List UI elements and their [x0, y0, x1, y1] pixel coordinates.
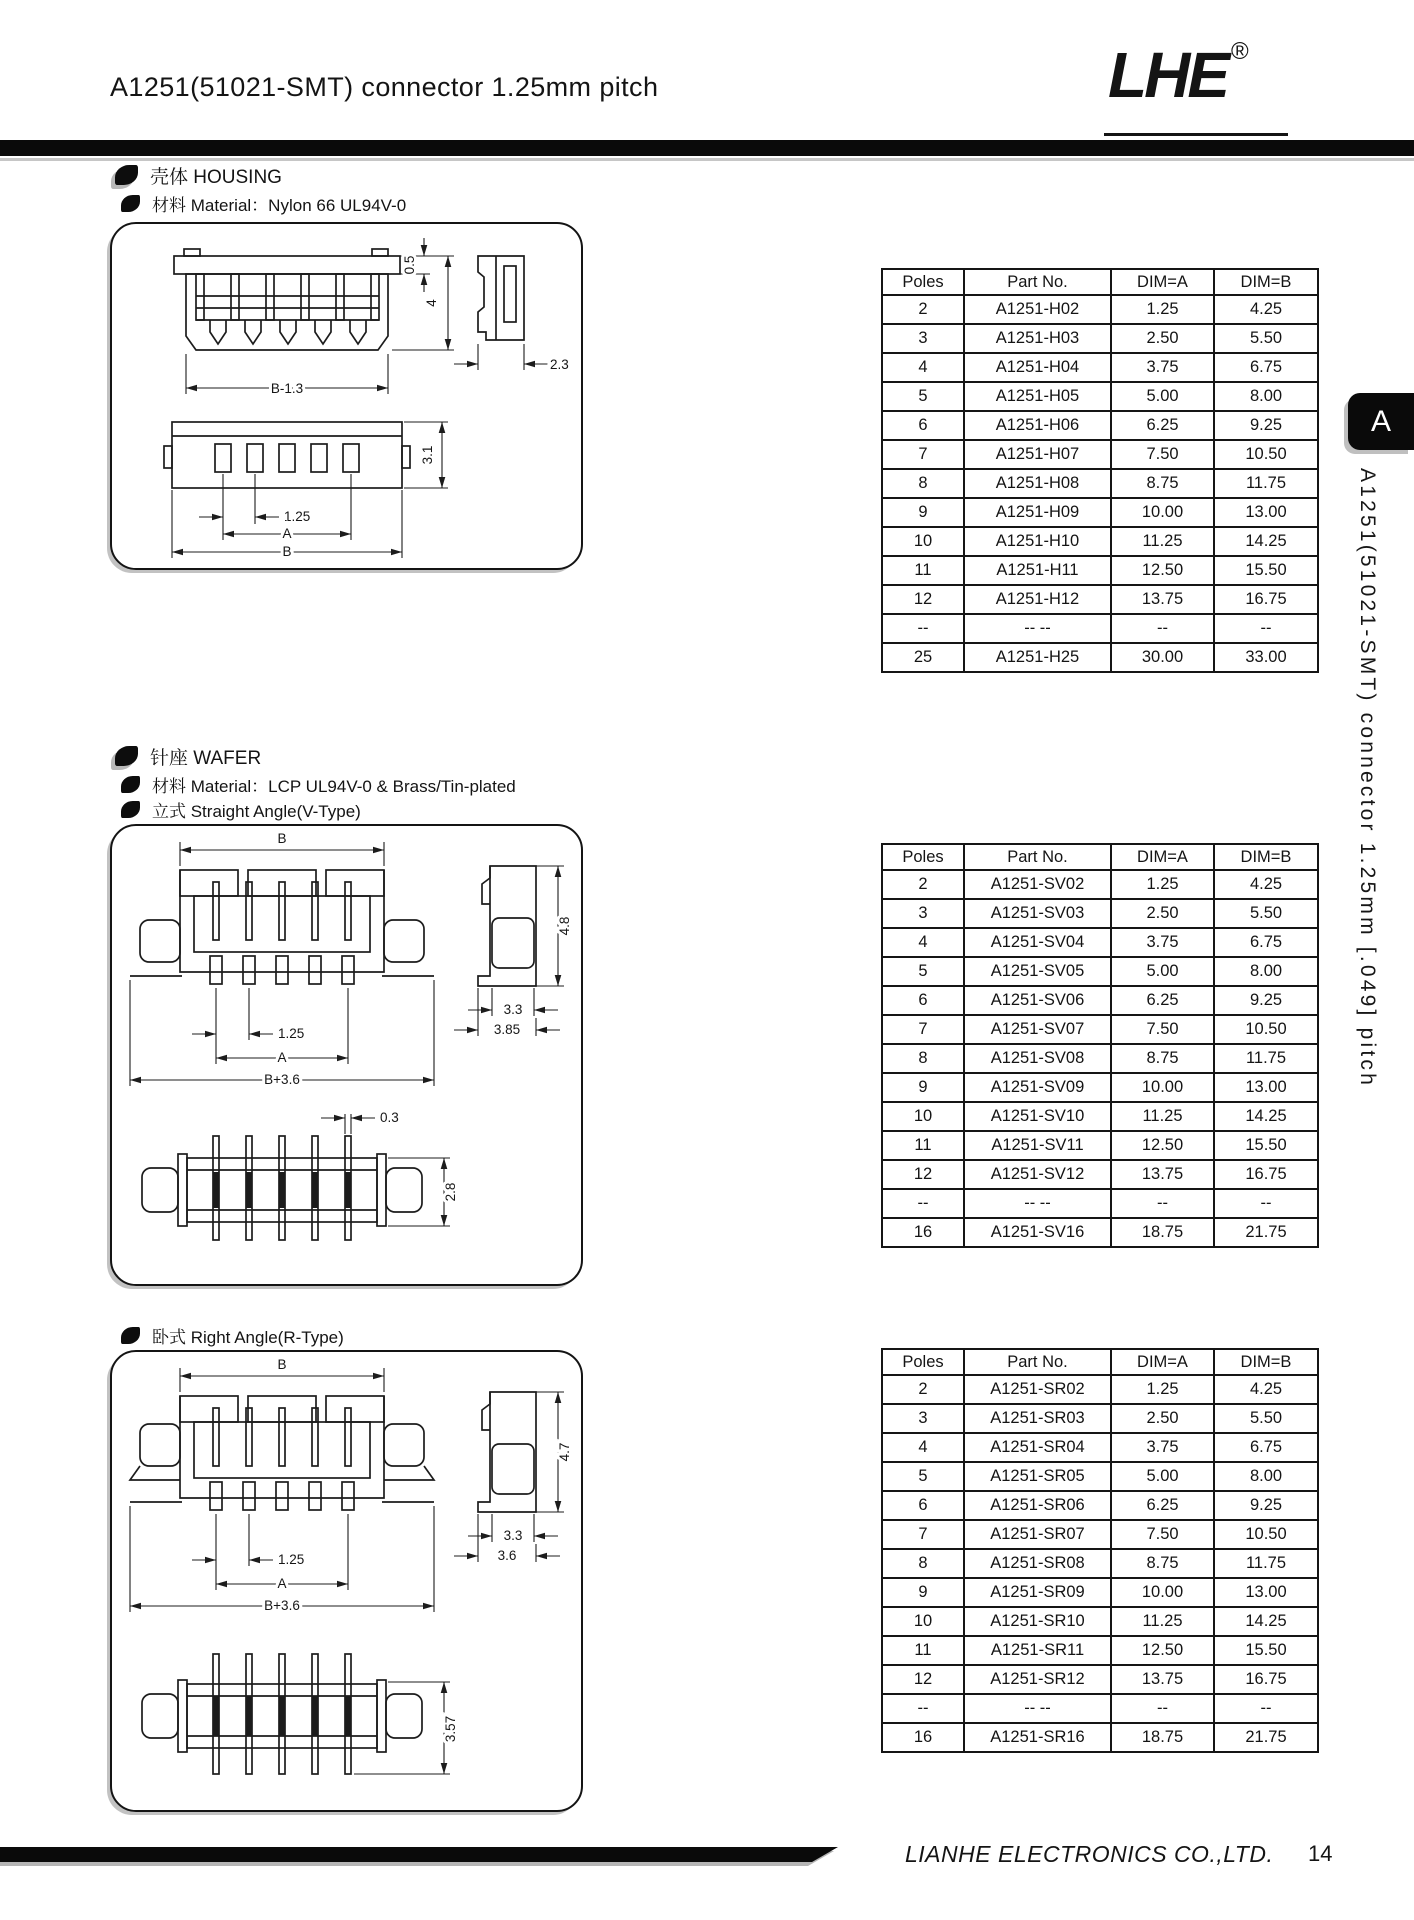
table-cell: A1251-SR12 — [964, 1665, 1111, 1694]
table-cell: A1251-SR09 — [964, 1578, 1111, 1607]
housing-heading: 壳体 HOUSING — [150, 167, 282, 188]
table-cell: 5.50 — [1214, 899, 1318, 928]
table-cell: 10.00 — [1111, 498, 1214, 527]
table-cell: 3.75 — [1111, 928, 1214, 957]
table-cell: 16.75 — [1214, 1665, 1318, 1694]
table-cell: 11 — [882, 1131, 964, 1160]
table-cell: A1251-SR03 — [964, 1404, 1111, 1433]
dim-label: 3.1 — [420, 445, 435, 465]
table-cell: 11.75 — [1214, 469, 1318, 498]
table-cell: 2 — [882, 295, 964, 324]
table-cell: 5.50 — [1214, 1404, 1318, 1433]
table-cell: 16.75 — [1214, 1160, 1318, 1189]
vtype-spec-table — [881, 843, 1319, 1248]
table-cell: 11.75 — [1214, 1549, 1318, 1578]
table-row — [882, 1520, 1318, 1549]
table-cell: A1251-SV10 — [964, 1102, 1111, 1131]
table-cell: 4.25 — [1214, 295, 1318, 324]
dim-label: 3.6 — [497, 1548, 517, 1563]
table-cell: 8 — [882, 1044, 964, 1073]
table-cell: 5.00 — [1111, 1462, 1214, 1491]
dim-label: B — [282, 544, 292, 559]
column-header: Part No. — [964, 1349, 1111, 1375]
table-row — [882, 1665, 1318, 1694]
table-header-row — [882, 1349, 1318, 1375]
table-cell: 8.00 — [1214, 1462, 1318, 1491]
table-cell: 9.25 — [1214, 986, 1318, 1015]
table-cell: -- — [1111, 614, 1214, 643]
table-row — [882, 382, 1318, 411]
table-cell: 10.50 — [1214, 1015, 1318, 1044]
table-cell: 16 — [882, 1723, 964, 1752]
wafer-material: 材料 Material：LCP UL94V-0 & Brass/Tin-plated — [152, 777, 516, 796]
table-cell: -- -- — [964, 614, 1111, 643]
vtype-drawing-box — [110, 824, 583, 1286]
column-header: DIM=A — [1111, 269, 1214, 295]
table-row — [882, 1073, 1318, 1102]
table-cell: 6.75 — [1214, 353, 1318, 382]
table-row — [882, 928, 1318, 957]
table-cell: 8.75 — [1111, 1549, 1214, 1578]
table-row — [882, 324, 1318, 353]
table-cell: 8.75 — [1111, 469, 1214, 498]
table-row — [882, 1549, 1318, 1578]
vtype-front-view — [130, 870, 434, 984]
table-cell: 7.50 — [1111, 1520, 1214, 1549]
table-cell: 12 — [882, 1665, 964, 1694]
table-cell: -- — [1214, 1189, 1318, 1218]
table-row — [882, 527, 1318, 556]
dim-label: 4.8 — [557, 916, 572, 936]
table-row — [882, 1375, 1318, 1404]
table-cell: -- — [1111, 1694, 1214, 1723]
table-cell: A1251-SR10 — [964, 1607, 1111, 1636]
table-cell: 11.75 — [1214, 1044, 1318, 1073]
table-cell: 8 — [882, 469, 964, 498]
table-cell: 10.50 — [1214, 440, 1318, 469]
table-cell: 2.50 — [1111, 324, 1214, 353]
logo-text: LHE — [1108, 39, 1227, 111]
housing-front-view — [174, 249, 400, 350]
table-row — [882, 1578, 1318, 1607]
table-cell: A1251-SR05 — [964, 1462, 1111, 1491]
dim-label: A — [282, 526, 292, 541]
table-cell: A1251-SV03 — [964, 899, 1111, 928]
table-cell: 6.25 — [1111, 411, 1214, 440]
table-cell: A1251-SV07 — [964, 1015, 1111, 1044]
table-cell: -- -- — [964, 1694, 1111, 1723]
housing-drawing-box — [110, 222, 583, 570]
rtype-technical-drawing — [112, 1352, 581, 1810]
table-cell: 11.25 — [1111, 1607, 1214, 1636]
table-cell: A1251-H07 — [964, 440, 1111, 469]
table-cell: 6.75 — [1214, 928, 1318, 957]
housing-side-view — [478, 256, 524, 340]
table-row — [882, 1015, 1318, 1044]
housing-technical-drawing — [112, 224, 581, 568]
table-cell: -- — [1111, 1189, 1214, 1218]
table-cell: A1251-H08 — [964, 469, 1111, 498]
table-row — [882, 353, 1318, 382]
table-cell: 7 — [882, 440, 964, 469]
housing-spec-table — [881, 268, 1319, 673]
table-cell: 11 — [882, 556, 964, 585]
table-cell: 25 — [882, 643, 964, 672]
table-cell: 2 — [882, 1375, 964, 1404]
table-cell: 21.75 — [1214, 1723, 1318, 1752]
table-cell: 1.25 — [1111, 295, 1214, 324]
table-cell: A1251-SR11 — [964, 1636, 1111, 1665]
table-cell: 3.75 — [1111, 1433, 1214, 1462]
table-cell: 2.50 — [1111, 899, 1214, 928]
table-row — [882, 957, 1318, 986]
table-cell: 12 — [882, 1160, 964, 1189]
table-cell: 1.25 — [1111, 870, 1214, 899]
table-row — [882, 585, 1318, 614]
table-cell: 12.50 — [1111, 1636, 1214, 1665]
table-row — [882, 556, 1318, 585]
table-cell: 13.75 — [1111, 585, 1214, 614]
table-cell: A1251-SR02 — [964, 1375, 1111, 1404]
table-row — [882, 1131, 1318, 1160]
table-row — [882, 1102, 1318, 1131]
table-cell: 7.50 — [1111, 1015, 1214, 1044]
leaf-bullet-icon — [115, 165, 138, 185]
dim-label: 4.7 — [557, 1442, 572, 1462]
dim-label: A — [277, 1576, 287, 1591]
dim-label: 3.3 — [503, 1002, 523, 1017]
table-row — [882, 1218, 1318, 1247]
table-cell: 2 — [882, 870, 964, 899]
footer-bar — [0, 1847, 838, 1862]
table-cell: 12.50 — [1111, 1131, 1214, 1160]
table-row — [882, 1160, 1318, 1189]
registered-mark-icon: ® — [1231, 38, 1249, 65]
table-cell: A1251-SR07 — [964, 1520, 1111, 1549]
table-cell: 9.25 — [1214, 1491, 1318, 1520]
dim-label: 3.3 — [503, 1528, 523, 1543]
dim-label: 2.8 — [443, 1182, 458, 1202]
table-cell: 10.00 — [1111, 1073, 1214, 1102]
rtype-label: 卧式 Right Angle(R-Type) — [152, 1328, 344, 1347]
table-cell: 7 — [882, 1520, 964, 1549]
table-cell: A1251-H04 — [964, 353, 1111, 382]
table-cell: 10 — [882, 527, 964, 556]
table-row — [882, 1491, 1318, 1520]
dim-label: 0.5 — [402, 255, 417, 275]
table-cell: A1251-H09 — [964, 498, 1111, 527]
dim-label: A — [277, 1050, 287, 1065]
table-cell: A1251-H03 — [964, 324, 1111, 353]
table-cell: 33.00 — [1214, 643, 1318, 672]
table-cell: 8.00 — [1214, 382, 1318, 411]
table-cell: -- -- — [964, 1189, 1111, 1218]
table-cell: 6.75 — [1214, 1433, 1318, 1462]
table-cell: 1.25 — [1111, 1375, 1214, 1404]
dim-label: 1.25 — [278, 1552, 305, 1567]
rtype-side-view — [478, 1392, 536, 1512]
column-header: DIM=B — [1214, 1349, 1318, 1375]
column-header: Poles — [882, 844, 964, 870]
column-header: DIM=A — [1111, 844, 1214, 870]
housing-dimension-lines — [172, 238, 548, 558]
table-cell: 3.75 — [1111, 353, 1214, 382]
table-cell: A1251-H06 — [964, 411, 1111, 440]
table-cell: 5 — [882, 957, 964, 986]
leaf-bullet-icon — [121, 1327, 140, 1344]
table-cell: 3 — [882, 1404, 964, 1433]
table-cell: A1251-H12 — [964, 585, 1111, 614]
table-cell: 5.00 — [1111, 957, 1214, 986]
table-cell: 13.00 — [1214, 1578, 1318, 1607]
table-cell: 8.00 — [1214, 957, 1318, 986]
table-cell: 12.50 — [1111, 556, 1214, 585]
table-header-row — [882, 269, 1318, 295]
table-cell: 16 — [882, 1218, 964, 1247]
table-row — [882, 1433, 1318, 1462]
housing-material: 材料 Material：Nylon 66 UL94V-0 — [152, 196, 407, 215]
table-row — [882, 1636, 1318, 1665]
table-cell: A1251-H11 — [964, 556, 1111, 585]
table-cell: A1251-SR16 — [964, 1723, 1111, 1752]
table-cell: -- — [882, 1189, 964, 1218]
table-cell: 11 — [882, 1636, 964, 1665]
side-vertical-label: A1251(51021-SMT) connector 1.25mm [.049] pitch — [1356, 468, 1379, 1088]
table-cell: 7.50 — [1111, 440, 1214, 469]
table-cell: 10.00 — [1111, 1578, 1214, 1607]
table-row — [882, 899, 1318, 928]
table-cell: 14.25 — [1214, 527, 1318, 556]
rtype-pin-fills — [213, 1696, 351, 1736]
table-cell: 10.50 — [1214, 1520, 1318, 1549]
table-cell: A1251-SR04 — [964, 1433, 1111, 1462]
dim-label: 4 — [424, 299, 439, 307]
table-cell: 8 — [882, 1549, 964, 1578]
dim-label: 3.85 — [493, 1022, 521, 1037]
logo-underline — [1104, 133, 1288, 136]
table-row — [882, 411, 1318, 440]
table-cell: 13.75 — [1111, 1160, 1214, 1189]
table-cell: 13.75 — [1111, 1665, 1214, 1694]
table-cell: 6.25 — [1111, 986, 1214, 1015]
table-header-row — [882, 844, 1318, 870]
leaf-bullet-icon — [121, 195, 140, 212]
leaf-bullet-icon — [115, 746, 138, 766]
table-cell: -- — [882, 1694, 964, 1723]
table-row — [882, 1694, 1318, 1723]
table-cell: 7 — [882, 1015, 964, 1044]
table-cell: 10 — [882, 1607, 964, 1636]
table-cell: 9.25 — [1214, 411, 1318, 440]
table-cell: A1251-SV02 — [964, 870, 1111, 899]
table-cell: 30.00 — [1111, 643, 1214, 672]
dim-label: B-1.3 — [270, 381, 304, 396]
rtype-spec-table — [881, 1348, 1319, 1753]
table-cell: A1251-SR06 — [964, 1491, 1111, 1520]
table-cell: 9 — [882, 1073, 964, 1102]
table-row — [882, 614, 1318, 643]
table-cell: A1251-SV09 — [964, 1073, 1111, 1102]
table-row — [882, 986, 1318, 1015]
dim-label: 0.3 — [380, 1110, 399, 1125]
table-cell: 5.50 — [1214, 324, 1318, 353]
column-header: Poles — [882, 1349, 964, 1375]
table-row — [882, 1607, 1318, 1636]
table-cell: 3 — [882, 324, 964, 353]
table-cell: 14.25 — [1214, 1607, 1318, 1636]
vtype-side-view — [478, 866, 536, 986]
dim-label: B+3.6 — [264, 1598, 300, 1613]
table-cell: A1251-SV04 — [964, 928, 1111, 957]
table-cell: 2.50 — [1111, 1404, 1214, 1433]
table-row — [882, 498, 1318, 527]
dim-label: 1.25 — [278, 1026, 305, 1041]
leaf-bullet-icon — [121, 801, 140, 818]
table-cell: A1251-SV12 — [964, 1160, 1111, 1189]
table-cell: 6 — [882, 986, 964, 1015]
table-row — [882, 469, 1318, 498]
table-cell: 15.50 — [1214, 556, 1318, 585]
table-cell: 6 — [882, 411, 964, 440]
table-cell: 12 — [882, 585, 964, 614]
header-divider-bar — [0, 140, 1414, 156]
table-cell: A1251-SV05 — [964, 957, 1111, 986]
table-cell: 6.25 — [1111, 1491, 1214, 1520]
column-header: Poles — [882, 269, 964, 295]
table-cell: A1251-H02 — [964, 295, 1111, 324]
table-cell: 10 — [882, 1102, 964, 1131]
dim-label: 3.57 — [443, 1715, 458, 1743]
vtype-label: 立式 Straight Angle(V-Type) — [152, 802, 361, 821]
wafer-heading: 针座 WAFER — [150, 748, 262, 769]
column-header: DIM=A — [1111, 1349, 1214, 1375]
page-number: 14 — [1308, 1841, 1333, 1866]
table-cell: A1251-H25 — [964, 643, 1111, 672]
table-row — [882, 1044, 1318, 1073]
table-cell: 3 — [882, 899, 964, 928]
brand-logo — [1108, 38, 1249, 111]
table-cell: 4 — [882, 353, 964, 382]
table-cell: 4.25 — [1214, 870, 1318, 899]
table-cell: -- — [882, 614, 964, 643]
table-row — [882, 1723, 1318, 1752]
table-cell: 11.25 — [1111, 527, 1214, 556]
vtype-pin-fills — [213, 1172, 351, 1208]
table-cell: -- — [1214, 1694, 1318, 1723]
table-cell: A1251-SV11 — [964, 1131, 1111, 1160]
table-row — [882, 1462, 1318, 1491]
table-cell: 5.00 — [1111, 382, 1214, 411]
table-cell: 4 — [882, 1433, 964, 1462]
column-header: DIM=B — [1214, 844, 1318, 870]
vtype-dimension-labels — [264, 831, 572, 1201]
table-cell: 9 — [882, 1578, 964, 1607]
header-divider-shadow — [0, 158, 1414, 161]
table-cell: 4.25 — [1214, 1375, 1318, 1404]
table-row — [882, 1189, 1318, 1218]
table-cell: 14.25 — [1214, 1102, 1318, 1131]
housing-bottom-view — [164, 422, 410, 488]
vtype-technical-drawing — [112, 826, 581, 1284]
column-header: DIM=B — [1214, 269, 1318, 295]
table-cell: 6 — [882, 1491, 964, 1520]
table-row — [882, 295, 1318, 324]
table-cell: 13.00 — [1214, 1073, 1318, 1102]
table-cell: 15.50 — [1214, 1636, 1318, 1665]
page-title: A1251(51021-SMT) connector 1.25mm pitch — [110, 72, 659, 102]
table-cell: A1251-H10 — [964, 527, 1111, 556]
table-cell: -- — [1214, 614, 1318, 643]
dim-label: 2.3 — [550, 357, 569, 372]
table-cell: A1251-SV06 — [964, 986, 1111, 1015]
table-cell: 5 — [882, 382, 964, 411]
dim-label: B — [277, 1357, 287, 1372]
table-cell: 21.75 — [1214, 1218, 1318, 1247]
footer-company-name: LIANHE ELECTRONICS CO.,LTD. — [905, 1841, 1274, 1867]
rtype-drawing-box — [110, 1350, 583, 1812]
section-index-tab: A — [1348, 393, 1414, 450]
dim-label: 1.25 — [284, 509, 311, 524]
table-cell: 11.25 — [1111, 1102, 1214, 1131]
table-cell: 18.75 — [1111, 1218, 1214, 1247]
column-header: Part No. — [964, 269, 1111, 295]
table-cell: 16.75 — [1214, 585, 1318, 614]
rtype-front-view — [130, 1396, 434, 1510]
table-cell: A1251-H05 — [964, 382, 1111, 411]
table-cell: 4 — [882, 928, 964, 957]
table-row — [882, 440, 1318, 469]
table-cell: 15.50 — [1214, 1131, 1318, 1160]
table-cell: A1251-SV16 — [964, 1218, 1111, 1247]
dim-label: B+3.6 — [264, 1072, 300, 1087]
table-cell: 8.75 — [1111, 1044, 1214, 1073]
table-row — [882, 1404, 1318, 1433]
table-cell: 5 — [882, 1462, 964, 1491]
dim-label: B — [277, 831, 287, 846]
leaf-bullet-icon — [121, 776, 140, 793]
table-cell: 13.00 — [1214, 498, 1318, 527]
table-cell: A1251-SR08 — [964, 1549, 1111, 1578]
table-cell: 18.75 — [1111, 1723, 1214, 1752]
table-row — [882, 870, 1318, 899]
table-row — [882, 643, 1318, 672]
table-cell: A1251-SV08 — [964, 1044, 1111, 1073]
column-header: Part No. — [964, 844, 1111, 870]
table-cell: 9 — [882, 498, 964, 527]
